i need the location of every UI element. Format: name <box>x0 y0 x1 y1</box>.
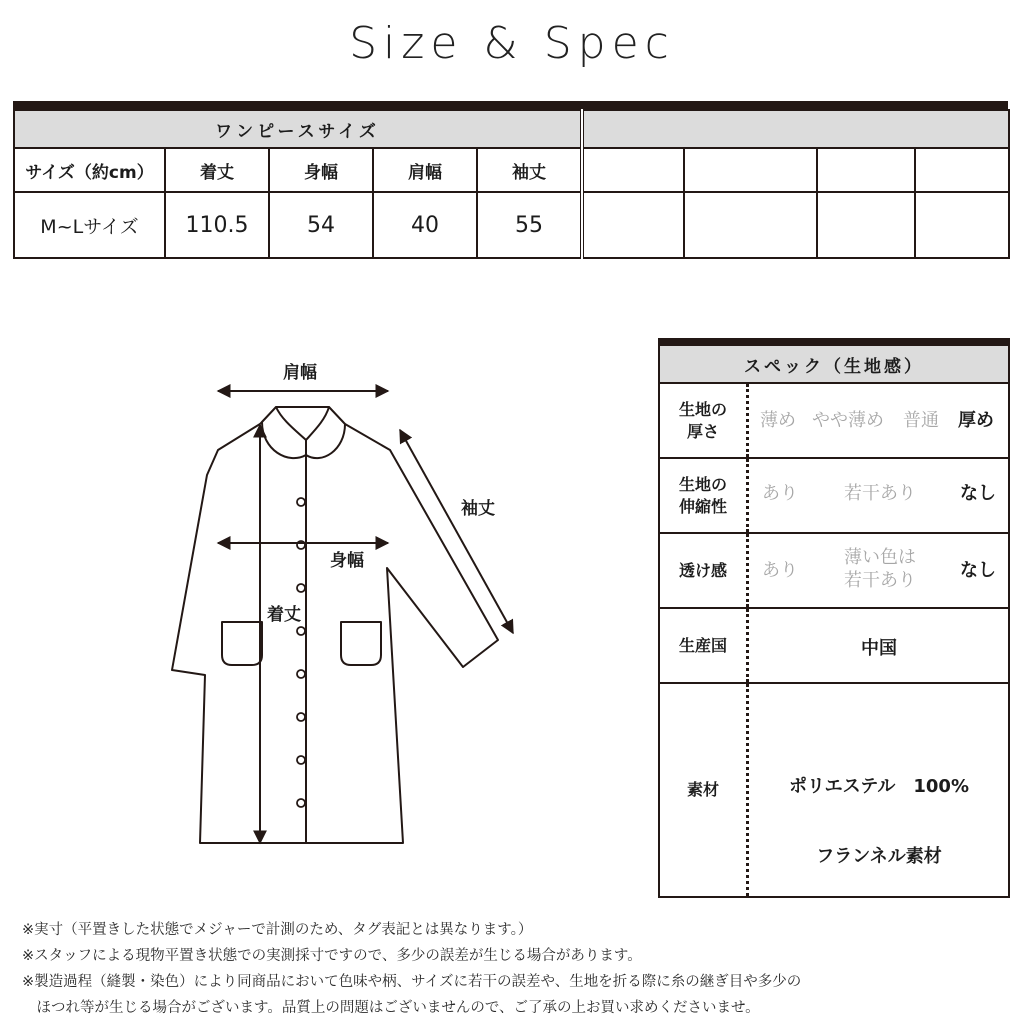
spec-label-line: 厚さ <box>686 421 719 441</box>
spec-label-line: 伸縮性 <box>678 496 727 516</box>
spec-row-thickness <box>660 384 1008 459</box>
option-sheer-yes: あり <box>762 560 798 581</box>
size-empty-cell <box>582 192 684 258</box>
spec-label-line: 生地の <box>678 474 727 494</box>
label-width: 身幅 <box>330 551 364 571</box>
note-line-1: ※実寸（平置きした状態でメジャーで計測のため、タグ表記とは異なります。） <box>22 922 533 938</box>
size-value-shoulder: 40 <box>373 192 477 258</box>
button-icon <box>297 670 305 678</box>
size-empty-cell <box>684 192 817 258</box>
spec-row-origin <box>660 609 1008 684</box>
spec-table <box>658 338 1010 898</box>
option-thick-selected: 厚め <box>958 410 994 431</box>
spec-label-material: 素材 <box>686 780 719 800</box>
option-sheer-some-line1: 薄い色は <box>844 547 916 568</box>
spec-value-origin: 中国 <box>861 638 897 659</box>
sleeve-arrow-icon <box>400 430 513 633</box>
size-header-sleeve: 袖丈 <box>477 148 582 192</box>
size-header-width: 身幅 <box>269 148 373 192</box>
button-icon <box>297 584 305 592</box>
size-header-length: 着丈 <box>165 148 269 192</box>
collar-left-icon <box>262 407 306 458</box>
label-length: 着丈 <box>267 605 301 625</box>
button-icon <box>297 498 305 506</box>
page-title: Size & Spec <box>349 18 675 69</box>
option-stretch-no-selected: なし <box>960 483 996 504</box>
button-icon <box>297 627 305 635</box>
spec-dotted-divider <box>746 609 749 682</box>
label-shoulder: 肩幅 <box>283 363 317 383</box>
button-icon <box>297 756 305 764</box>
size-header-shoulder: 肩幅 <box>373 148 477 192</box>
size-table-top-bar <box>13 101 1008 109</box>
spec-dotted-divider <box>746 459 749 532</box>
size-header-size: サイズ（約cm） <box>14 148 165 192</box>
spec-label-thickness <box>660 384 746 457</box>
spec-row-sheer <box>660 534 1008 609</box>
option-slightly-thin: やや薄め <box>812 410 884 431</box>
option-stretch-some: 若干あり <box>844 483 916 504</box>
note-line-4: ほつれ等が生じる場合がございます。品質上の問題はございませんので、ご了承の上お買い求めくださいませ。 <box>22 1000 760 1016</box>
spec-label-line: 生地の <box>678 399 727 419</box>
pocket-right-icon <box>341 622 381 665</box>
size-value-sleeve: 55 <box>477 192 582 258</box>
size-value-size: M~Lサイズ <box>14 192 165 258</box>
pocket-left-icon <box>222 622 262 665</box>
option-sheer-no-selected: なし <box>960 560 996 581</box>
size-table-grid <box>13 109 1010 259</box>
spec-row-material <box>660 684 1008 896</box>
spec-row-stretch <box>660 459 1008 534</box>
size-section-title: ワンピースサイズ <box>14 110 582 148</box>
note-line-3: ※製造過程（縫製・染色）により同商品において色味や柄、サイズに若干の誤差や、生地を折る際に糸の継ぎ目や多少の <box>22 974 802 990</box>
dress-outline-icon <box>172 407 498 843</box>
spec-label-origin: 生産国 <box>678 635 727 655</box>
size-value-width: 54 <box>269 192 373 258</box>
size-table <box>13 101 1008 257</box>
spec-dotted-divider <box>746 384 749 457</box>
option-sheer-some <box>844 547 916 592</box>
note-line-2: ※スタッフによる現物平置き状態での実測採寸ですので、多少の誤差が生じる場合があります。 <box>22 948 642 964</box>
option-normal: 普通 <box>903 410 939 431</box>
option-sheer-some-line2: 若干あり <box>844 569 916 591</box>
spec-label-sheer: 透け感 <box>678 560 727 580</box>
size-empty-cell <box>582 148 684 192</box>
label-sleeve: 袖丈 <box>461 499 495 519</box>
collar-right-icon <box>306 407 345 458</box>
button-icon <box>297 799 305 807</box>
garment-diagram <box>160 350 530 860</box>
option-stretch-yes: あり <box>762 483 798 504</box>
spec-title: スペック（生地感） <box>660 346 1008 384</box>
size-value-length: 110.5 <box>165 192 269 258</box>
size-empty-cell <box>915 148 1009 192</box>
spec-value-material: ポリエステル 100% <box>789 776 969 797</box>
spec-dotted-divider <box>746 534 749 607</box>
size-empty-cell <box>817 192 915 258</box>
size-empty-cell <box>817 148 915 192</box>
size-empty-cell <box>684 148 817 192</box>
spec-dotted-divider <box>746 684 749 896</box>
spec-label-stretch <box>660 459 746 532</box>
button-icon <box>297 713 305 721</box>
size-empty-cell <box>915 192 1009 258</box>
buttons <box>297 498 305 807</box>
spec-value-material-type: フランネル素材 <box>816 846 942 867</box>
option-thin: 薄め <box>760 410 796 431</box>
size-empty-header <box>582 110 1009 148</box>
